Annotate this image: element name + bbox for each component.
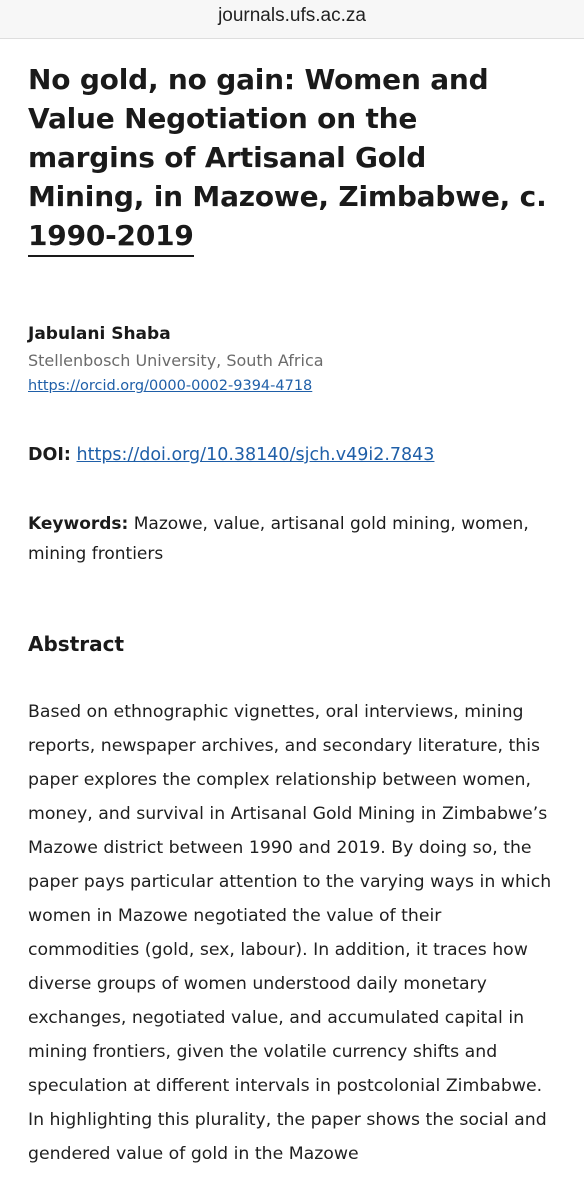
abstract-text: Based on ethnographic vignettes, oral interviews, mining reports, newspaper archives, and secondary literature, this paper explores the complex relationship between women, money, and survival in Artisanal Gold Mining in Zimbabwe’s Mazowe district between 1990 and 2019. By doing so, the paper pays particular attention to the varying ways in which women in Mazowe negotiated the value of their commodities (gold, sex, labour). In addition, it traces how diverse groups of women understood daily monetary exchanges, negotiated value, and accumulated capital in mining frontiers, given the volatile currency shifts and speculation at different intervals in postcolonial Zimbabwe. In highlighting this plurality, the paper shows the social and gendered value of gold in the Mazowe xyxy=(28,702,552,1164)
keywords xyxy=(28,509,564,569)
article-content xyxy=(28,60,564,1188)
author-block xyxy=(28,320,564,399)
title-years: 1990-2019 xyxy=(28,219,194,257)
doi-line xyxy=(28,441,564,469)
author-affiliation: Stellenbosch University, South Africa xyxy=(28,351,324,370)
keywords-label: Keywords: xyxy=(28,514,129,534)
doi-label: DOI: xyxy=(28,445,71,465)
address-bar[interactable] xyxy=(0,0,584,39)
doi-link[interactable]: https://doi.org/10.38140/sjch.v49i2.7843 xyxy=(76,445,435,465)
title-main: No gold, no gain: Women and Value Negotiation on the margins of Artisanal Gold Mining, in Mazowe, Zimbabwe, c. xyxy=(28,63,547,213)
abstract-heading: Abstract xyxy=(28,632,125,656)
url-text[interactable]: journals.ufs.ac.za xyxy=(218,5,366,26)
orcid-link[interactable]: https://orcid.org/0000-0002-9394-4718 xyxy=(28,378,313,394)
author-name: Jabulani Shaba xyxy=(28,324,171,344)
article-title xyxy=(28,60,548,255)
keywords-text: Mazowe, value, artisanal gold mining, women, mining frontiers xyxy=(28,514,529,564)
